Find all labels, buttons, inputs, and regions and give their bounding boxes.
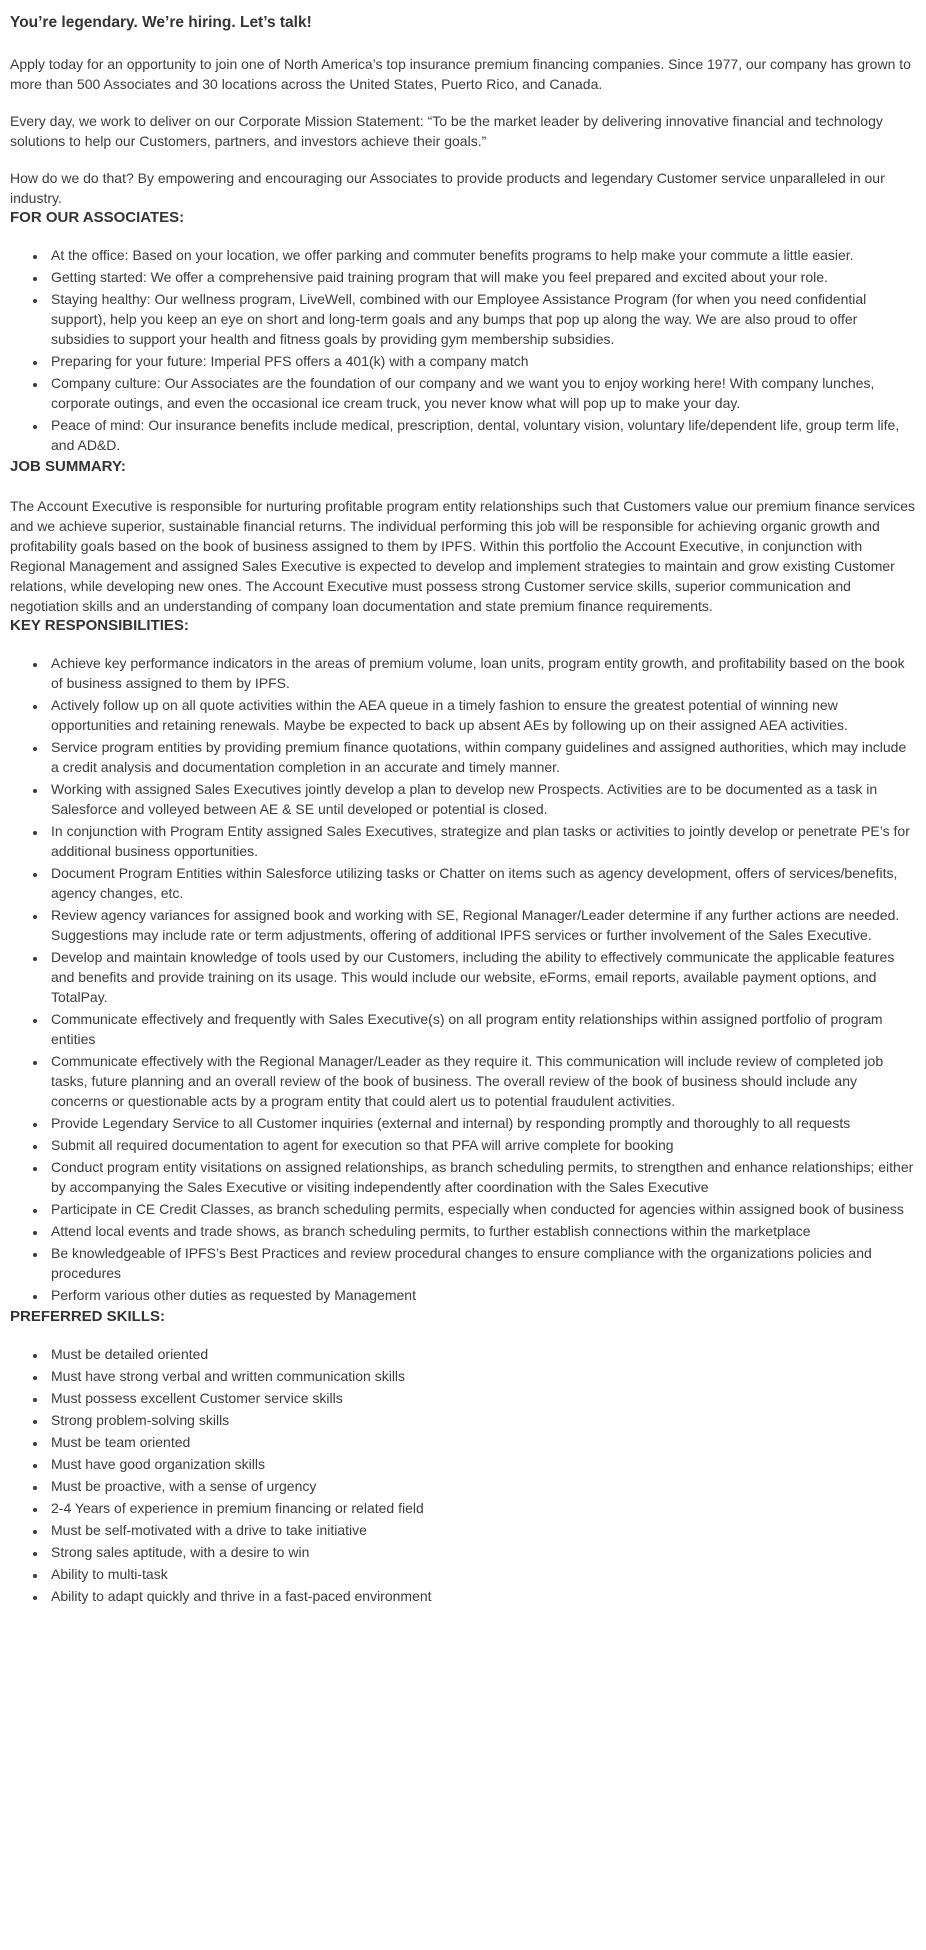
list-item: • Must be proactive, with a sense of urgency bbox=[47, 1476, 917, 1496]
page-title: You’re legendary. We’re hiring. Let’s talk! bbox=[10, 14, 312, 31]
list-item: • Must possess excellent Customer service skills bbox=[47, 1388, 917, 1408]
list-item: • In conjunction with Program Entity assigned Sales Executives, strategize and plan tasks or activities to jointly develop or penetrate PE’s for additional business opportunities. bbox=[47, 821, 917, 861]
list-item: • Participate in CE Credit Classes, as branch scheduling permits, especially when conducted for agencies within assigned book of business bbox=[47, 1199, 917, 1219]
list-item: • 2-4 Years of experience in premium financing or related field bbox=[47, 1498, 917, 1518]
section-preferred-skills bbox=[10, 1307, 917, 1606]
preferred-skills-list bbox=[10, 1344, 917, 1606]
list-item: • Preparing for your future: Imperial PFS offers a 401(k) with a company match bbox=[47, 351, 917, 371]
list-item: • Ability to adapt quickly and thrive in a fast-paced environment bbox=[47, 1586, 917, 1606]
list-item: • Peace of mind: Our insurance benefits include medical, prescription, dental, voluntary vision, voluntary life/dependent life, group term life, and AD&D. bbox=[47, 415, 917, 455]
list-item: • Must have good organization skills bbox=[47, 1454, 917, 1474]
section-heading-preferred-skills: PREFERRED SKILLS: bbox=[10, 1308, 166, 1325]
section-heading-for-our-associates: FOR OUR ASSOCIATES: bbox=[10, 209, 185, 226]
section-key-responsibilities bbox=[10, 616, 917, 1305]
associates-benefits-list bbox=[10, 245, 917, 455]
list-item: • At the office: Based on your location, we offer parking and commuter benefits programs to help make your commute a little easier. bbox=[47, 245, 917, 265]
list-item: • Conduct program entity visitations on assigned relationships, as branch scheduling permits, to strengthen and enhance relationships; either by accompanying the Sales Executive or visiting independently after coordination with the Sales Executive bbox=[47, 1157, 917, 1197]
list-item: • Attend local events and trade shows, as branch scheduling permits, to further establish connections within the marketplace bbox=[47, 1221, 917, 1241]
list-item: • Getting started: We offer a comprehensive paid training program that will make you feel prepared and excited about your role. bbox=[47, 267, 917, 287]
section-for-our-associates bbox=[10, 208, 917, 455]
list-item: • Must be detailed oriented bbox=[47, 1344, 917, 1364]
list-item: • Provide Legendary Service to all Customer inquiries (external and internal) by responding promptly and thoroughly to all requests bbox=[47, 1113, 917, 1133]
list-item: • Strong sales aptitude, with a desire to win bbox=[47, 1542, 917, 1562]
list-item: • Service program entities by providing premium finance quotations, within company guidelines and assigned authorities, which may include a credit analysis and documentation completion in an accurate and timely manner. bbox=[47, 737, 917, 777]
intro-paragraph-1: Apply today for an opportunity to join one of North America’s top insurance premium financing companies. Since 1977, our company has grown to more than 500 Associates and 30 locations across the United States, Puerto Rico, and Canada. bbox=[10, 56, 911, 92]
section-heading-key-responsibilities: KEY RESPONSIBILITIES: bbox=[10, 617, 189, 634]
section-job-summary bbox=[10, 457, 917, 616]
section-heading-job-summary: JOB SUMMARY: bbox=[10, 458, 126, 475]
list-item: • Ability to multi-task bbox=[47, 1564, 917, 1584]
list-item: • Develop and maintain knowledge of tools used by our Customers, including the ability to effectively communicate the applicable features and benefits and provide training on its usage. This would include our website, eForms, email reports, available payment options, and TotalPay. bbox=[47, 947, 917, 1007]
list-item: • Perform various other duties as requested by Management bbox=[47, 1285, 917, 1305]
list-item: • Must be team oriented bbox=[47, 1432, 917, 1452]
list-item: • Staying healthy: Our wellness program, LiveWell, combined with our Employee Assistance Program (for when you need confidential support), help you keep an eye on short and long-term goals and any bumps that pop up along the way. We are also proud to offer subsidies to support your health and fitness goals by providing gym membership subsidies. bbox=[47, 289, 917, 349]
job-summary-paragraph: The Account Executive is responsible for nurturing profitable program entity relationships such that Customers value our premium finance services and we achieve superior, sustainable financial returns. The individual performing this job will be responsible for achieving organic growth and profitability goals based on the book of business assigned to them by IPFS. Within this portfolio the Account Executive, in conjunction with Regional Management and assigned Sales Executive is expected to develop and implement strategies to maintain and grow existing Customer relations, while developing new ones. The Account Executive must possess strong Customer service skills, superior communication and negotiation skills and an understanding of company loan documentation and state premium finance requirements. bbox=[10, 498, 915, 614]
list-item: • Submit all required documentation to agent for execution so that PFA will arrive complete for booking bbox=[47, 1135, 917, 1155]
intro-paragraph-2: Every day, we work to deliver on our Corporate Mission Statement: “To be the market leader by delivering innovative financial and technology solutions to help our Customers, partners, and investors achieve their goals.” bbox=[10, 113, 883, 149]
key-responsibilities-list bbox=[10, 653, 917, 1305]
list-item: • Document Program Entities within Salesforce utilizing tasks or Chatter on items such as agency development, offers of services/benefits, agency changes, etc. bbox=[47, 863, 917, 903]
list-item: • Be knowledgeable of IPFS’s Best Practices and review procedural changes to ensure compliance with the organizations policies and procedures bbox=[47, 1243, 917, 1283]
list-item: • Actively follow up on all quote activities within the AEA queue in a timely fashion to ensure the greatest potential of winning new opportunities and retaining renewals. Maybe be expected to back up absent AEs by following up on their assigned AEA activities. bbox=[47, 695, 917, 735]
intro-paragraph-3: How do we do that? By empowering and encouraging our Associates to provide products and legendary Customer service unparalleled in our industry. bbox=[10, 170, 885, 206]
list-item: • Strong problem-solving skills bbox=[47, 1410, 917, 1430]
list-item: • Must have strong verbal and written communication skills bbox=[47, 1366, 917, 1386]
list-item: • Company culture: Our Associates are the foundation of our company and we want you to enjoy working here! With company lunches, corporate outings, and even the occasional ice cream truck, you never know what will pop up to make your day. bbox=[47, 373, 917, 413]
list-item: • Communicate effectively with the Regional Manager/Leader as they require it. This communication will include review of completed job tasks, future planning and an overall review of the book of business. The overall review of the book of business should include any concerns or questionable acts by a program entity that could alert us to potential fraudulent activities. bbox=[47, 1051, 917, 1111]
list-item: • Communicate effectively and frequently with Sales Executive(s) on all program entity relationships within assigned portfolio of program entities bbox=[47, 1009, 917, 1049]
list-item: • Review agency variances for assigned book and working with SE, Regional Manager/Leader determine if any further actions are needed. Suggestions may include rate or term adjustments, offering of additional IPFS services or further involvement of the Sales Executive. bbox=[47, 905, 917, 945]
list-item: • Must be self-motivated with a drive to take initiative bbox=[47, 1520, 917, 1540]
list-item: • Working with assigned Sales Executives jointly develop a plan to develop new Prospects. Activities are to be documented as a task in Salesforce and volleyed between AE & SE until developed or potential is closed. bbox=[47, 779, 917, 819]
list-item: • Achieve key performance indicators in the areas of premium volume, loan units, program entity growth, and profitability based on the book of business assigned to them by IPFS. bbox=[47, 653, 917, 693]
